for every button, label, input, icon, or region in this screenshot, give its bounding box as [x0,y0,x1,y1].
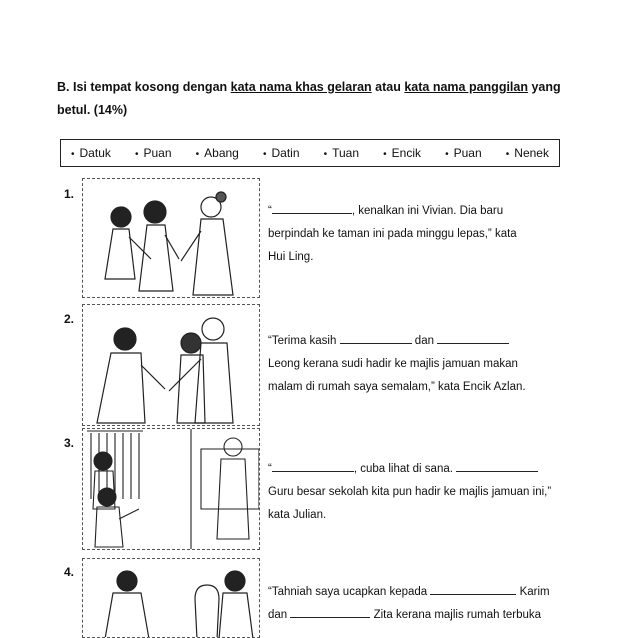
question-number: 4. [64,565,75,579]
handshake-illustration [82,304,260,426]
section-heading [57,76,602,122]
word-bank-item: • Datin [263,146,300,160]
heading-suffix: yang [528,80,561,94]
answer-blank[interactable] [437,331,509,344]
word-bank-item: • Nenek [506,146,549,160]
word-bank-item: • Tuan [324,146,359,160]
heading-line-2: betul. (14%) [57,103,128,117]
couple-illustration [82,558,260,638]
word-bank-item: • Datuk [71,146,111,160]
word-bank-item: • Puan [445,146,482,160]
heading-term-1: kata nama khas gelaran [230,80,372,94]
question-2-text: “Terima kasih dan Leong kerana sudi hadir ke majlis jamuan makan malam di rumah saya semalam,” kata Encik Azlan. [268,330,558,399]
answer-blank[interactable] [456,459,538,472]
answer-blank[interactable] [340,331,412,344]
answer-blank[interactable] [290,605,370,618]
question-number: 3. [64,436,75,450]
question-number: 1. [64,187,75,201]
heading-line-1 [57,76,602,99]
window-people-illustration [82,428,260,550]
people-greeting-illustration [82,178,260,298]
word-bank [60,139,560,167]
word-bank-item: • Encik [383,146,421,160]
question-1-text: “ , kenalkan ini Vivian. Dia baru berpindah ke taman ini pada minggu lepas,” kata Hui Ling. [268,200,558,269]
question-number: 2. [64,312,75,326]
answer-blank[interactable] [272,459,354,472]
heading-mid: atau [371,80,405,94]
heading-prefix: B. Isi tempat kosong dengan [57,80,231,94]
heading-term-2: kata nama panggilan [404,80,528,94]
answer-blank[interactable] [272,201,352,214]
answer-blank[interactable] [430,582,516,595]
word-bank-item: • Abang [196,146,239,160]
question-4-text: “Tahniah saya ucapkan kepada Karim dan Zita kerana majlis rumah terbuka [268,581,558,627]
question-3-text: “ , cuba lihat di sana. Guru besar sekolah kita pun hadir ke majlis jamuan ini,” kata Julian. [268,458,558,527]
word-bank-item: • Puan [135,146,172,160]
